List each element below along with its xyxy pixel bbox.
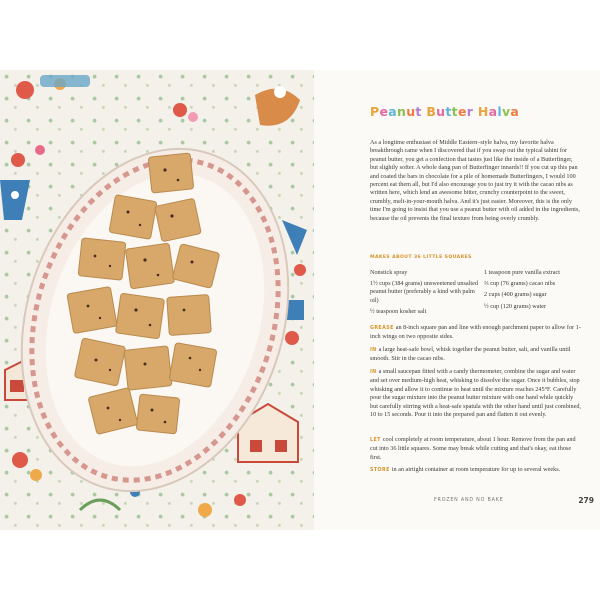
title-letter: B [426, 104, 437, 119]
title-letter: v [501, 104, 511, 119]
title-letter: H [477, 104, 489, 119]
step-grease [370, 324, 582, 342]
ingredient-item: 1 teaspoon pure vanilla extract [484, 269, 560, 276]
step-saucepan [370, 368, 582, 419]
title-letter: e [457, 104, 467, 119]
title-letter: r [466, 104, 474, 119]
halva-plate-photo [0, 70, 314, 530]
ingredient-item: 2 cups (400 grams) sugar [484, 291, 547, 299]
recipe-intro: As a longtime enthusiast of Middle Eastern–style halva, my favorite halva breakthrough came when I discovered that if you swap out the typical tahini for peanut butter, you get a confection that tastes just like the inside of a Butterfinger, but slightly softer. A whole dang pan of Butterfinger innards!! If you cut up this pan and coated the bars in chocolate for a pile of homemade Butterfingers, I would 100 percent eat them all, but I'd also encourage you to just try it with the cacao nibs as written here, which lend an awesome bitter, crunchy counterpoint to the sweet, crumbly, melt-in-your-mouth halva. And it's just easier. Moreover, this is the only time I'm going to insist that you use a peanut butter with oil added in the ingredients, because the oil prevents the final texture from being overly crumbly. [370, 139, 580, 222]
section-name: FROZEN AND NO BAKE [434, 498, 504, 503]
step-text: a large heat-safe bowl, whisk together the peanut butter, salt, and vanilla until smooth. Stir in the cacao nibs. [370, 346, 571, 363]
recipe-title [370, 104, 519, 119]
step-cool [370, 436, 582, 462]
title-letter: a [388, 104, 397, 119]
step-text: in an airtight container at room temperature for up to several weeks. [391, 466, 561, 473]
title-letter: t [451, 104, 458, 119]
step-verb: LET [370, 438, 381, 443]
step-whisk [370, 346, 582, 364]
step-text: a small saucepan fitted with a candy thermometer, combine the sugar and water and set over medium-high heat, whisking to dissolve the sugar. Once it bubbles, stop whisking and allow it to continue to heat until the mixture reaches 245°F. Carefully pour the sugar mixture into the peanut butter mixture with one hand while quickly but carefully stirring with a heat-safe spatula with the other hand until just combined, 10 to 15 seconds. Pour it into the prepared pan and flatten it out evenly. [370, 368, 582, 419]
recipe-yield: MAKES ABOUT 36 LITTLE SQUARES [370, 255, 472, 260]
ingredient-item: Nonstick spray [370, 269, 408, 276]
ingredient-item: ½ cup (120 grams) water [484, 302, 547, 310]
ingredients-right [484, 269, 584, 314]
title-letter: t [445, 104, 452, 119]
book-spread [0, 70, 600, 530]
step-text: cool completely at room temperature, about 1 hour. Remove from the pan and cut into 36 little squares. Some may break while cutting and that's okay, eat those first. [370, 436, 576, 461]
ingredient-item: ½ teaspoon kosher salt [370, 307, 427, 315]
title-letter: a [488, 104, 498, 119]
ingredients-left [370, 269, 480, 319]
step-verb: IN [370, 370, 377, 375]
step-verb: IN [370, 348, 377, 353]
photo-illustration [0, 70, 314, 530]
ingredient-item: ⅔ cup (76 grams) cacao nibs [484, 280, 556, 288]
title-letter: u [436, 104, 446, 119]
page-number: 279 [578, 496, 594, 505]
title-letter: e [379, 104, 389, 119]
page-footer [434, 498, 594, 503]
ingredient-item: 1½ cups (384 grams) unsweetened unsalted peanut butter (preferably a kind with palm oil) [370, 280, 478, 304]
recipe-page [314, 70, 600, 530]
title-letter: a [510, 104, 520, 119]
title-letter: P [370, 104, 380, 119]
title-letter: u [406, 104, 416, 119]
step-store [370, 466, 582, 475]
step-text: an 8-inch square pan and line with enough parchment paper to allow for 1-inch wings on two opposite sides. [370, 324, 581, 341]
step-verb: STORE [370, 468, 390, 473]
title-letter: t [415, 104, 422, 119]
title-letter: l [497, 104, 502, 119]
title-letter: n [397, 104, 407, 119]
step-verb: GREASE [370, 326, 394, 331]
